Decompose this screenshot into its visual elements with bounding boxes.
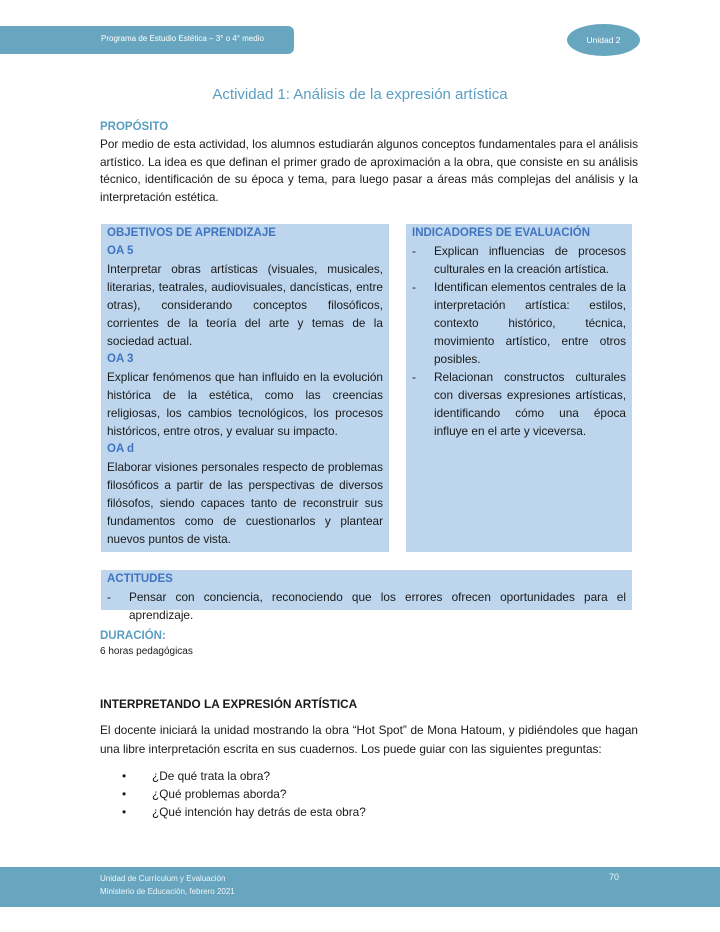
objective-text: Interpretar obras artísticas (visuales, musicales, literarias, teatrales, audiovisuales, dancísticas, entre otras), considerando conceptos filosóficos, corrientes de la teoría del arte y temas de la sociedad actual. (107, 262, 383, 348)
section-text: El docente iniciará la unidad mostrando la obra “Hot Spot” de Mona Hatoum, y pidiéndoles que hagan una libre interpretación escrita en sus cuadernos. Los puede guiar con las siguientes preguntas: (100, 723, 638, 756)
objective-code: OA 5 (107, 245, 134, 257)
purpose-label: PROPÓSITO (100, 121, 169, 133)
question-item: • ¿De qué trata la obra? (122, 769, 271, 783)
objectives-box (101, 224, 389, 552)
objective-text: Explicar fenómenos que han influido en la evolución histórica de la estética, como las creencias religiosas, los cambios tecnológicos, los procesos históricos, entre otros, y evaluar su impacto. (107, 370, 383, 438)
question-item: • ¿Qué problemas aborda? (122, 787, 287, 801)
attitude-item: - Pensar con conciencia, reconociendo que los errores ofrecen oportunidades para el aprendizaje. (107, 590, 626, 622)
purpose-section (100, 121, 638, 206)
duration-label: DURACIÓN: (100, 630, 166, 642)
indicator-item: - Relacionan constructos culturales con diversas expresiones artísticas, identificando cómo una época influye en el arte y viceversa. (412, 370, 626, 438)
question-item: • ¿Qué intención hay detrás de esta obra? (122, 805, 366, 819)
questions-list (100, 767, 638, 821)
objective-code: OA 3 (107, 353, 134, 365)
page-title: Actividad 1: Análisis de la expresión artística (212, 86, 508, 103)
indicators-box (406, 224, 632, 552)
page-number: 70 (609, 872, 620, 882)
objective-text: Elaborar visiones personales respecto de problemas filosóficos a partir de las perspectivas de diversos filósofos, siendo capaces tanto de reconstruir sus fundamentos como de cuestionarlos y plantear nuevos puntos de vista. (107, 460, 383, 546)
objective-code: OA d (107, 443, 135, 455)
indicator-item: - Identifican elementos centrales de la interpretación artística: estilos, contexto histórico, técnica, movimiento artístico, entre otros posibles. (412, 280, 626, 366)
section-heading: INTERPRETANDO LA EXPRESIÓN ARTÍSTICA (100, 697, 358, 711)
header-bar (0, 26, 294, 54)
unit-badge: Unidad 2 (567, 24, 640, 56)
attitudes-box (101, 570, 632, 622)
attitudes-label: ACTITUDES (107, 573, 173, 585)
duration-value: 6 horas pedagógicas (100, 646, 193, 657)
program-title: Programa de Estudio Estética – 3° o 4° medio (101, 34, 264, 43)
purpose-text: Por medio de esta actividad, los alumnos estudiarán algunos conceptos fundamentales para el análisis artístico. La idea es que definan el primer grado de aproximación a la obra, que consiste en su análisis técnico, identificación de su época y tema, para luego pasar a áreas más complejas del análisis y la interpretación estética. (100, 137, 638, 204)
indicators-label: INDICADORES DE EVALUACIÓN (412, 227, 591, 239)
indicator-item: - Explican influencias de procesos culturales en la creación artística. (412, 244, 626, 276)
footer-line1: Unidad de Currículum y Evaluación (100, 874, 226, 883)
interpretation-section (100, 697, 638, 821)
footer-line2: Ministerio de Educación, febrero 2021 (100, 887, 235, 896)
objectives-label: OBJETIVOS DE APRENDIZAJE (107, 227, 276, 239)
duration-section (100, 630, 638, 657)
footer-bar (0, 867, 720, 907)
